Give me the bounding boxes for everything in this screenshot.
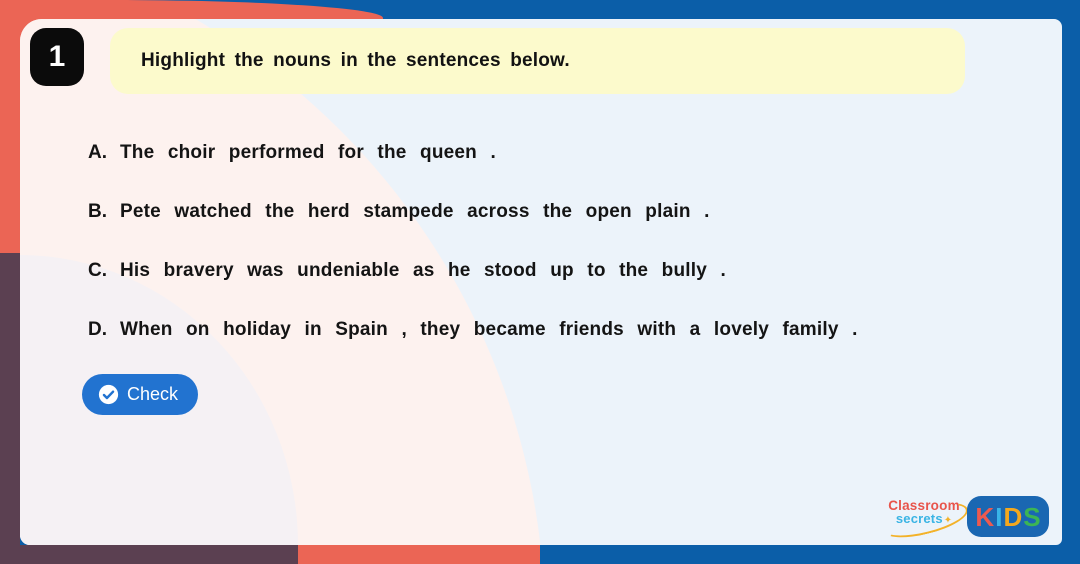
classroom-secrets-logo	[884, 499, 964, 533]
question-prompt: Highlight the nouns in the sentences below.	[141, 50, 570, 71]
bottom-band-maroon	[0, 545, 298, 564]
sentence-row	[88, 319, 858, 341]
question-number-badge	[30, 28, 84, 86]
question-number: 1	[48, 40, 66, 73]
check-button[interactable]	[82, 374, 198, 415]
sentence-label: D.	[88, 319, 107, 340]
sentence-label: B.	[88, 201, 107, 222]
classroom-secrets-line2: secrets	[895, 511, 943, 526]
sentence-label: C.	[88, 260, 107, 281]
sentence-row	[88, 260, 726, 282]
question-prompt-box	[110, 28, 965, 94]
check-circle-icon	[98, 384, 119, 405]
kids-logo	[967, 496, 1049, 537]
star-icon: ✦	[943, 515, 953, 526]
sentence-text[interactable]: The choir performed for the queen .	[120, 142, 496, 163]
sentence-text[interactable]: His bravery was undeniable as he stood up to the bully .	[120, 260, 726, 281]
left-bar	[0, 253, 20, 564]
sentence-row	[88, 142, 496, 164]
bottom-band-coral	[298, 545, 540, 564]
classroom-secrets-line1: Classroom	[888, 498, 960, 513]
sentence-text[interactable]: Pete watched the herd stampede across the open plain .	[120, 201, 710, 222]
kids-letter-d: D	[1003, 501, 1023, 532]
kids-letter-i: I	[995, 501, 1003, 532]
worksheet-card	[20, 19, 1062, 545]
check-button-label: Check	[127, 384, 179, 404]
kids-letter-k: K	[975, 501, 995, 532]
kids-letter-s: S	[1023, 501, 1041, 532]
sentence-row	[88, 201, 710, 223]
sentence-label: A.	[88, 142, 107, 163]
sentence-text[interactable]: When on holiday in Spain , they became friends with a lovely family .	[120, 319, 858, 340]
